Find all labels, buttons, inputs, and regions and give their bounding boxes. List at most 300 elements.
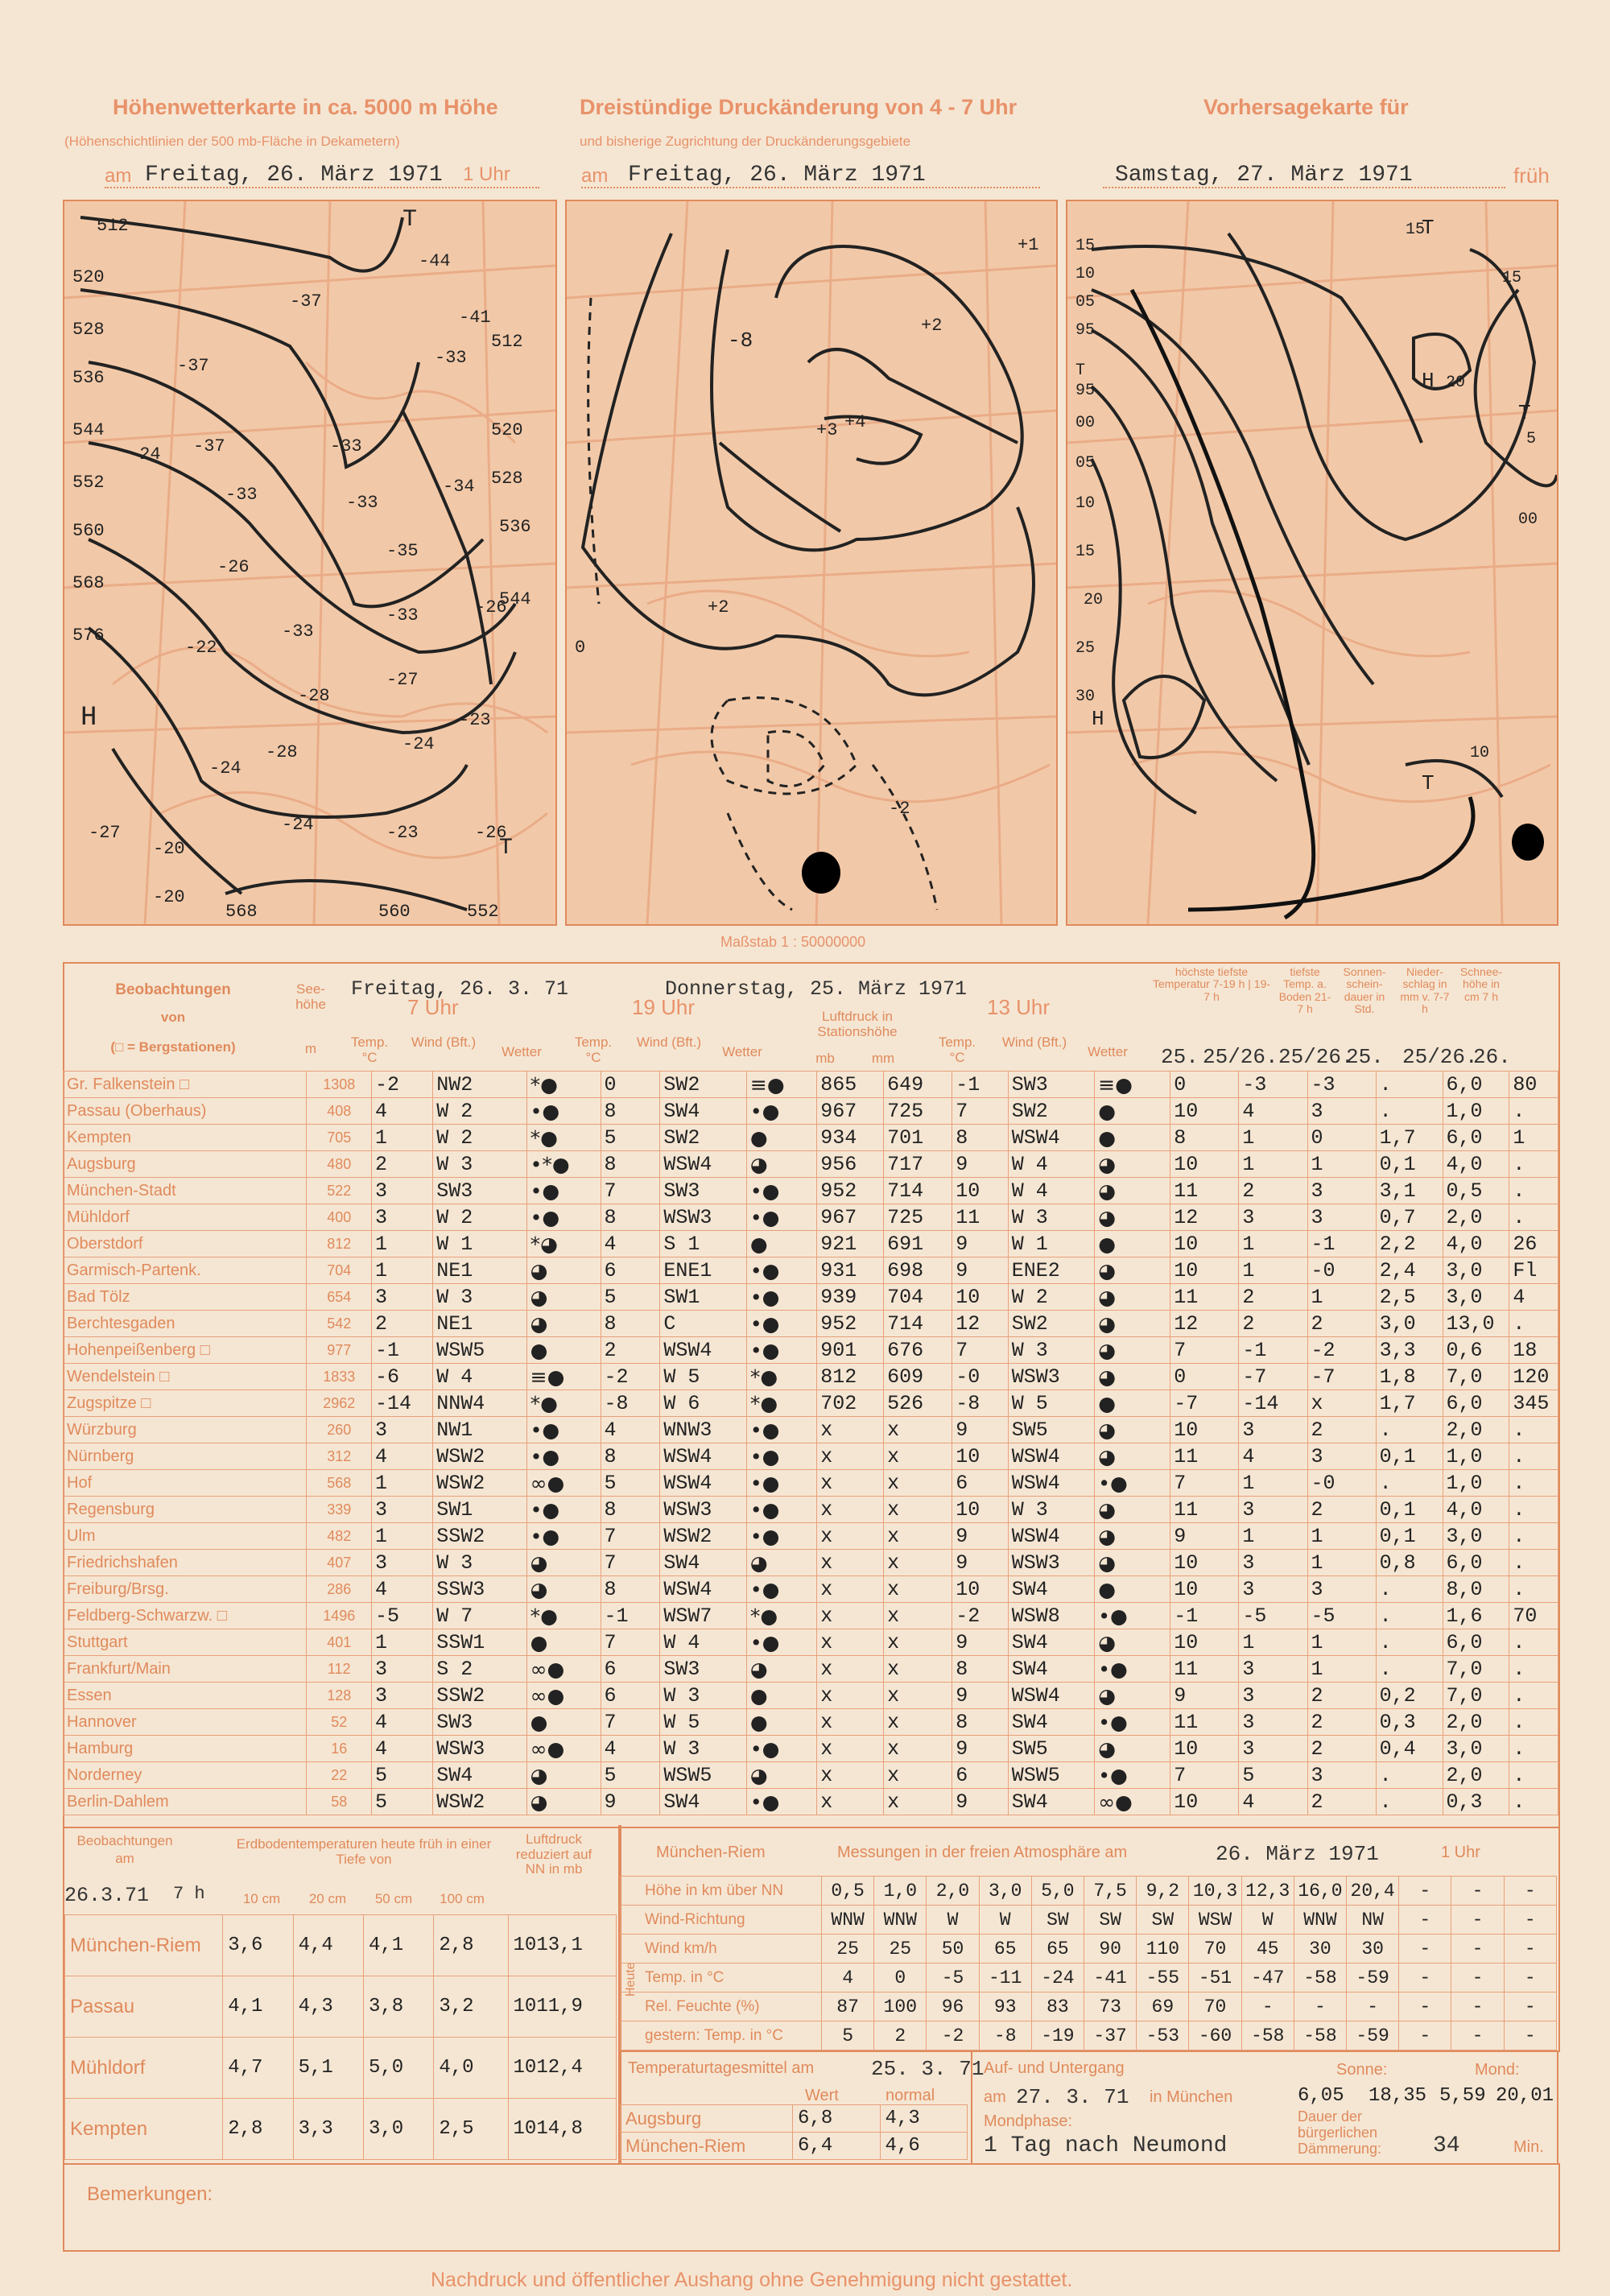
station-value-son: . (1376, 1789, 1443, 1815)
station-value-son: . (1376, 1656, 1443, 1683)
station-value-mb: 967 (817, 1098, 884, 1125)
station-value-w13: SW4 (1008, 1656, 1095, 1683)
station-value-t7: 1 (372, 1231, 433, 1257)
station-value-wx7: ∞● (526, 1470, 601, 1497)
station-value-t13: 11 (952, 1204, 1008, 1231)
station-value-w7: W 2 (433, 1098, 526, 1125)
soil-value-c: 5,0 (363, 2038, 433, 2099)
obs-header-temperatur: höchste tiefste Temperatur 7-19 h | 19-7 h (1152, 965, 1271, 1003)
station-value-w19: SW4 (660, 1789, 747, 1815)
station-value-t7: 4 (372, 1736, 433, 1762)
station-value-wx19: •● (746, 1789, 816, 1815)
station-value-son: 0,8 (1376, 1550, 1443, 1576)
station-value-son: 0,4 (1376, 1736, 1443, 1762)
station-value-mm: x (884, 1709, 952, 1736)
aero-value: 0,5 (822, 1877, 874, 1906)
aero-value: SW (1031, 1906, 1084, 1935)
station-value-t13: 7 (952, 1337, 1008, 1364)
station-row (64, 1603, 1558, 1629)
station-value-wx7: ◕ (526, 1284, 601, 1311)
map-scale: Maßstab 1 : 50000000 (720, 934, 866, 950)
station-elevation: 1833 (307, 1364, 372, 1390)
aero-value: - (1451, 1906, 1504, 1935)
station-value-w19: WSW3 (660, 1497, 747, 1523)
station-value-max: 0 (1170, 1364, 1239, 1390)
soil-luftdruck-title: Luftdruck reduziert auf NN in mb (515, 1831, 592, 1877)
station-value-wx13: ◕ (1095, 1497, 1170, 1523)
station-value-wx19: ≡● (746, 1072, 816, 1098)
svg-text:-24: -24 (129, 444, 161, 465)
svg-text:576: 576 (72, 626, 105, 646)
station-value-sch: 26 (1509, 1231, 1558, 1257)
station-value-t13: 8 (952, 1125, 1008, 1151)
station-value-w7: NE1 (433, 1311, 526, 1337)
aero-row (621, 1992, 1557, 2021)
station-value-wx19: *● (746, 1364, 816, 1390)
station-value-w13: W 4 (1008, 1151, 1095, 1178)
aero-value: - (1451, 1877, 1504, 1906)
station-row (64, 1204, 1558, 1231)
station-value-max: 12 (1170, 1204, 1239, 1231)
sun-label: Sonne: (1336, 2061, 1388, 2079)
aero-value: - (1399, 1964, 1451, 1992)
station-row (64, 1231, 1558, 1257)
station-value-bod: -1 (1307, 1231, 1376, 1257)
svg-text:T: T (402, 206, 418, 233)
station-value-wx13: •● (1095, 1603, 1170, 1629)
station-value-t13: 6 (952, 1762, 1008, 1789)
svg-text:05: 05 (1075, 293, 1096, 312)
svg-text:-35: -35 (386, 541, 419, 561)
aero-value: 30 (1294, 1935, 1346, 1964)
station-value-min: 5 (1239, 1762, 1307, 1789)
soil-value-b: 4,4 (293, 1915, 363, 1976)
station-value-son: 0,3 (1376, 1709, 1443, 1736)
station-value-son: . (1376, 1470, 1443, 1497)
station-value-t7: -2 (372, 1072, 433, 1098)
soil-am: am (115, 1851, 134, 1866)
station-value-bod: -5 (1307, 1603, 1376, 1629)
station-row (64, 1470, 1558, 1497)
svg-text:10: 10 (1075, 265, 1096, 283)
station-value-w7: W 7 (433, 1603, 526, 1629)
soil-station-name: Kempten (65, 2099, 223, 2160)
station-value-mb: x (817, 1656, 884, 1683)
station-row (64, 1497, 1558, 1523)
aero-row (621, 2021, 1557, 2050)
pressure-change-contours (567, 201, 1056, 924)
station-value-t7: 4 (372, 1709, 433, 1736)
station-value-son: 0,1 (1376, 1497, 1443, 1523)
station-value-min: 2 (1239, 1284, 1307, 1311)
station-value-wx19: •● (746, 1523, 816, 1550)
svg-text:-24: -24 (209, 758, 242, 778)
station-row (64, 1072, 1558, 1098)
aero-date: 26. März 1971 (1216, 1842, 1379, 1866)
station-value-mb: 812 (817, 1364, 884, 1390)
station-value-t7: 3 (372, 1204, 433, 1231)
svg-text:-33: -33 (435, 348, 467, 368)
station-value-son: 0,7 (1376, 1204, 1443, 1231)
station-value-t19: 4 (601, 1417, 660, 1443)
station-value-wx13: ◕ (1095, 1683, 1170, 1709)
station-value-sch: . (1509, 1762, 1558, 1789)
aero-value: -8 (979, 2021, 1031, 2050)
station-value-wx19: *● (746, 1603, 816, 1629)
station-value-w7: SW3 (433, 1178, 526, 1204)
station-value-max: 10 (1170, 1629, 1239, 1656)
svg-text:20: 20 (1446, 374, 1466, 392)
station-row (64, 1683, 1558, 1709)
station-value-son: 0,2 (1376, 1683, 1443, 1709)
station-value-max: 10 (1170, 1098, 1239, 1125)
station-value-t13: -2 (952, 1603, 1008, 1629)
aero-value: -2 (927, 2021, 979, 2050)
station-value-wx19: ◕ (746, 1762, 816, 1789)
obs-header-seehoehe: See- höhe (295, 981, 326, 1012)
station-value-sch: . (1509, 1497, 1558, 1523)
aero-value: - (1504, 1964, 1556, 1992)
station-value-nie: 3,0 (1443, 1257, 1509, 1284)
station-value-w7: SSW1 (433, 1629, 526, 1656)
station-value-mm: x (884, 1417, 952, 1443)
station-value-mm: x (884, 1789, 952, 1815)
station-name: Garmisch-Partenk. (64, 1257, 307, 1284)
obs-header-wetter-19: Wetter (722, 1044, 762, 1059)
station-value-nie: 2,0 (1443, 1709, 1509, 1736)
svg-text:95: 95 (1075, 321, 1096, 340)
station-value-t7: 1 (372, 1257, 433, 1284)
aero-table (620, 1876, 1557, 2050)
svg-text:05: 05 (1075, 454, 1096, 473)
station-name: Frankfurt/Main (64, 1656, 307, 1683)
station-name: Hof (64, 1470, 307, 1497)
moonset: 20,01 (1496, 2085, 1554, 2107)
aero-row-label: Höhe in km über NN (621, 1877, 822, 1906)
soil-station-name: Passau (65, 1976, 223, 2038)
station-value-son: . (1376, 1762, 1443, 1789)
station-value-w13: WSW4 (1008, 1125, 1095, 1151)
station-value-sch: . (1509, 1656, 1558, 1683)
station-value-t19: 7 (601, 1550, 660, 1576)
station-value-son: 2,5 (1376, 1284, 1443, 1311)
aero-value: NW (1347, 1906, 1399, 1935)
map2-date: Freitag, 26. März 1971 (628, 163, 926, 188)
station-value-w13: SW2 (1008, 1098, 1095, 1125)
aero-value: 100 (874, 1992, 927, 2021)
station-value-mb: x (817, 1576, 884, 1603)
sun-am: am (984, 2088, 1006, 2106)
station-value-t19: 6 (601, 1257, 660, 1284)
station-value-wx7: •*● (526, 1151, 601, 1178)
station-value-mb: x (817, 1709, 884, 1736)
obs-header-luftdruck: Luftdruck in Stationshöhe (817, 1009, 898, 1039)
aero-station: München-Riem (656, 1844, 766, 1861)
aero-value: -53 (1137, 2021, 1189, 2050)
station-value-bod: x (1307, 1390, 1376, 1417)
svg-text:H: H (1422, 369, 1435, 393)
aero-value: - (1451, 1935, 1504, 1964)
soil-station-name: München-Riem (65, 1915, 223, 1976)
station-row (64, 1125, 1558, 1151)
soil-title: Erdbodentemperaturen heute früh in einer Tiefe von (236, 1836, 492, 1867)
svg-text:-20: -20 (153, 839, 185, 859)
soil-depth-100: 100 cm (440, 1891, 485, 1906)
station-value-min: 3 (1239, 1497, 1307, 1523)
moonrise: 5,59 (1439, 2085, 1486, 2107)
station-value-wx19: •● (746, 1629, 816, 1656)
svg-text:-33: -33 (330, 436, 362, 456)
station-value-w7: NW2 (433, 1072, 526, 1098)
aero-value: -60 (1189, 2021, 1241, 2050)
station-value-t13: 9 (952, 1151, 1008, 1178)
aero-value: - (1451, 1992, 1504, 2021)
station-value-son: 1,7 (1376, 1125, 1443, 1151)
aero-value: 90 (1084, 1935, 1137, 1964)
station-value-son: . (1376, 1603, 1443, 1629)
station-elevation: 286 (307, 1576, 372, 1603)
soil-row (65, 2099, 617, 2160)
station-value-wx13: ◕ (1095, 1151, 1170, 1178)
station-value-min: 3 (1239, 1683, 1307, 1709)
station-value-w7: W 3 (433, 1284, 526, 1311)
station-elevation: 568 (307, 1470, 372, 1497)
soil-value-b: 5,1 (293, 2038, 363, 2099)
aero-value: - (1451, 1964, 1504, 1992)
svg-text:-27: -27 (89, 823, 121, 843)
station-value-min: -3 (1239, 1072, 1307, 1098)
station-value-t7: 1 (372, 1523, 433, 1550)
station-row (64, 1762, 1558, 1789)
station-value-wx13: ◕ (1095, 1204, 1170, 1231)
svg-text:544: 544 (499, 589, 531, 609)
obs-header-d2526c: 25/26. (1402, 1045, 1478, 1069)
station-value-nie: 2,0 (1443, 1762, 1509, 1789)
station-value-w7: S 2 (433, 1656, 526, 1683)
aero-row-label: Rel. Feuchte (%) (621, 1992, 822, 2021)
station-value-bod: 2 (1307, 1709, 1376, 1736)
station-value-wx19: ◕ (746, 1656, 816, 1683)
station-value-mm: x (884, 1497, 952, 1523)
station-value-w7: W 1 (433, 1231, 526, 1257)
aero-value: 25 (874, 1935, 927, 1964)
station-value-w13: WSW4 (1008, 1470, 1095, 1497)
aero-value: 93 (979, 1992, 1031, 2021)
station-value-wx13: •● (1095, 1709, 1170, 1736)
station-value-mm: 725 (884, 1204, 952, 1231)
station-value-wx13: ◕ (1095, 1629, 1170, 1656)
station-value-t19: 7 (601, 1523, 660, 1550)
aero-heute: Heute (624, 1962, 638, 1997)
station-elevation: 22 (307, 1762, 372, 1789)
station-value-t19: -8 (601, 1390, 660, 1417)
station-value-t13: 10 (952, 1576, 1008, 1603)
station-value-min: 2 (1239, 1178, 1307, 1204)
station-value-wx13: ◕ (1095, 1364, 1170, 1390)
station-value-wx7: ≡● (526, 1364, 601, 1390)
station-value-min: -1 (1239, 1337, 1307, 1364)
station-value-mb: x (817, 1550, 884, 1576)
svg-text:-23: -23 (386, 823, 419, 843)
station-value-min: 2 (1239, 1311, 1307, 1337)
station-value-max: -1 (1170, 1603, 1239, 1629)
soil-row (65, 2038, 617, 2099)
station-elevation: 128 (307, 1683, 372, 1709)
station-value-mb: x (817, 1762, 884, 1789)
station-value-w7: SW4 (433, 1762, 526, 1789)
station-value-min: 3 (1239, 1576, 1307, 1603)
station-value-wx19: •● (746, 1470, 816, 1497)
station-value-t7: 4 (372, 1576, 433, 1603)
svg-text:00: 00 (1518, 510, 1538, 529)
station-value-sch: . (1509, 1151, 1558, 1178)
station-value-nie: 6,0 (1443, 1550, 1509, 1576)
aero-value: 69 (1137, 1992, 1189, 2021)
aero-value: -47 (1241, 1964, 1294, 1992)
svg-text:T: T (499, 836, 513, 861)
station-elevation: 654 (307, 1284, 372, 1311)
station-value-t7: -6 (372, 1364, 433, 1390)
station-value-w13: W 2 (1008, 1284, 1095, 1311)
obs-header-wind-19: Wind (Bft.) (636, 1034, 702, 1050)
station-value-mm: 649 (884, 1072, 952, 1098)
station-row (64, 1178, 1558, 1204)
station-value-t7: 3 (372, 1178, 433, 1204)
aero-row-label: Wind km/h (621, 1935, 822, 1964)
svg-text:-8: -8 (728, 328, 753, 353)
station-value-wx19: ◕ (746, 1550, 816, 1576)
station-value-w19: SW4 (660, 1098, 747, 1125)
aero-value: 96 (927, 1992, 979, 2021)
station-value-t7: 3 (372, 1284, 433, 1311)
station-value-t19: 0 (601, 1072, 660, 1098)
aero-value: 45 (1241, 1935, 1294, 1964)
station-value-t7: 5 (372, 1762, 433, 1789)
station-elevation: 2962 (307, 1390, 372, 1417)
station-value-max: -7 (1170, 1390, 1239, 1417)
station-value-t7: 1 (372, 1470, 433, 1497)
pressure-change-map (565, 200, 1058, 926)
aero-value: 2,0 (927, 1877, 979, 1906)
station-name: Freiburg/Brsg. (64, 1576, 307, 1603)
station-value-son: 1,8 (1376, 1364, 1443, 1390)
station-row (64, 1656, 1558, 1683)
station-value-wx19: •● (746, 1736, 816, 1762)
station-value-mm: 698 (884, 1257, 952, 1284)
daemmerung-unit: Min. (1513, 2138, 1544, 2156)
station-value-w19: ENE1 (660, 1257, 747, 1284)
station-value-nie: 13,0 (1443, 1311, 1509, 1337)
station-value-wx7: •● (526, 1523, 601, 1550)
station-table (63, 1071, 1558, 1815)
station-value-t19: -1 (601, 1603, 660, 1629)
station-value-w19: WSW3 (660, 1204, 747, 1231)
station-value-sch: . (1509, 1470, 1558, 1497)
svg-text:544: 544 (72, 420, 105, 440)
obs-header-d2526b: 25/26. (1278, 1045, 1354, 1069)
station-value-nie: 6,0 (1443, 1629, 1509, 1656)
aero-value: 73 (1084, 1992, 1137, 2021)
svg-text:95: 95 (1075, 382, 1096, 400)
station-value-max: 10 (1170, 1151, 1239, 1178)
station-value-t19: 6 (601, 1656, 660, 1683)
station-value-t19: 8 (601, 1311, 660, 1337)
station-value-min: 4 (1239, 1789, 1307, 1815)
daemmerung-label: Dauer der bürgerlichen Dämmerung: (1298, 2108, 1382, 2157)
station-value-mb: x (817, 1470, 884, 1497)
svg-text:-33: -33 (386, 605, 419, 626)
station-value-wx13: •● (1095, 1470, 1170, 1497)
station-value-wx7: ∞● (526, 1656, 601, 1683)
soil-value-d: 2,5 (434, 2099, 508, 2160)
station-value-t13: 9 (952, 1257, 1008, 1284)
station-value-bod: 0 (1307, 1125, 1376, 1151)
station-value-wx13: ∞● (1095, 1789, 1170, 1815)
station-value-wx19: ● (746, 1683, 816, 1709)
station-value-w7: WSW2 (433, 1470, 526, 1497)
aero-value: - (1504, 1935, 1556, 1964)
sunrise: 6,05 (1298, 2085, 1344, 2107)
svg-text:-33: -33 (282, 621, 314, 642)
station-value-sch: . (1509, 1550, 1558, 1576)
station-elevation: 542 (307, 1311, 372, 1337)
station-value-t13: -8 (952, 1390, 1008, 1417)
aero-value: -51 (1189, 1964, 1241, 1992)
svg-text:-33: -33 (225, 485, 258, 505)
svg-text:536: 536 (499, 517, 531, 537)
station-row (64, 1629, 1558, 1656)
aero-value: - (1504, 1877, 1556, 1906)
daemmerung-value: 34 (1433, 2133, 1460, 2158)
svg-text:T: T (1422, 771, 1435, 795)
map1-subtitle: (Höhenschichtlinien der 500 mb-Fläche in Dekametern) (64, 134, 400, 149)
obs-header-beob: Beobachtungen (115, 981, 231, 998)
station-value-nie: 3,0 (1443, 1523, 1509, 1550)
station-value-nie: 4,0 (1443, 1151, 1509, 1178)
station-value-w19: SW3 (660, 1178, 747, 1204)
aero-value: - (1504, 2021, 1556, 2050)
svg-text:560: 560 (378, 902, 411, 922)
station-value-wx13: ◕ (1095, 1284, 1170, 1311)
station-value-t13: 7 (952, 1098, 1008, 1125)
aero-value: 87 (822, 1992, 874, 2021)
station-value-son: 3,0 (1376, 1311, 1443, 1337)
station-value-min: 3 (1239, 1736, 1307, 1762)
svg-text:10: 10 (1075, 494, 1096, 513)
station-value-t19: 9 (601, 1789, 660, 1815)
station-value-mb: x (817, 1603, 884, 1629)
station-value-mb: 967 (817, 1204, 884, 1231)
station-value-sch: 345 (1509, 1390, 1558, 1417)
station-value-bod: -3 (1307, 1072, 1376, 1098)
station-value-t13: -0 (952, 1364, 1008, 1390)
station-value-bod: 1 (1307, 1656, 1376, 1683)
station-value-w13: W 5 (1008, 1390, 1095, 1417)
station-value-bod: 3 (1307, 1762, 1376, 1789)
soil-value-a: 4,1 (223, 1976, 293, 2038)
station-name: Gr. Falkenstein □ (64, 1072, 307, 1098)
soil-value-a: 3,6 (223, 1915, 293, 1976)
soil-value-d: 4,0 (434, 2038, 508, 2099)
station-row (64, 1550, 1558, 1576)
station-value-w13: W 4 (1008, 1178, 1095, 1204)
station-value-max: 0 (1170, 1072, 1239, 1098)
station-value-wx19: •● (746, 1284, 816, 1311)
station-value-mm: 676 (884, 1337, 952, 1364)
station-value-w7: WSW5 (433, 1337, 526, 1364)
station-value-mb: x (817, 1683, 884, 1709)
station-value-bod: 2 (1307, 1683, 1376, 1709)
